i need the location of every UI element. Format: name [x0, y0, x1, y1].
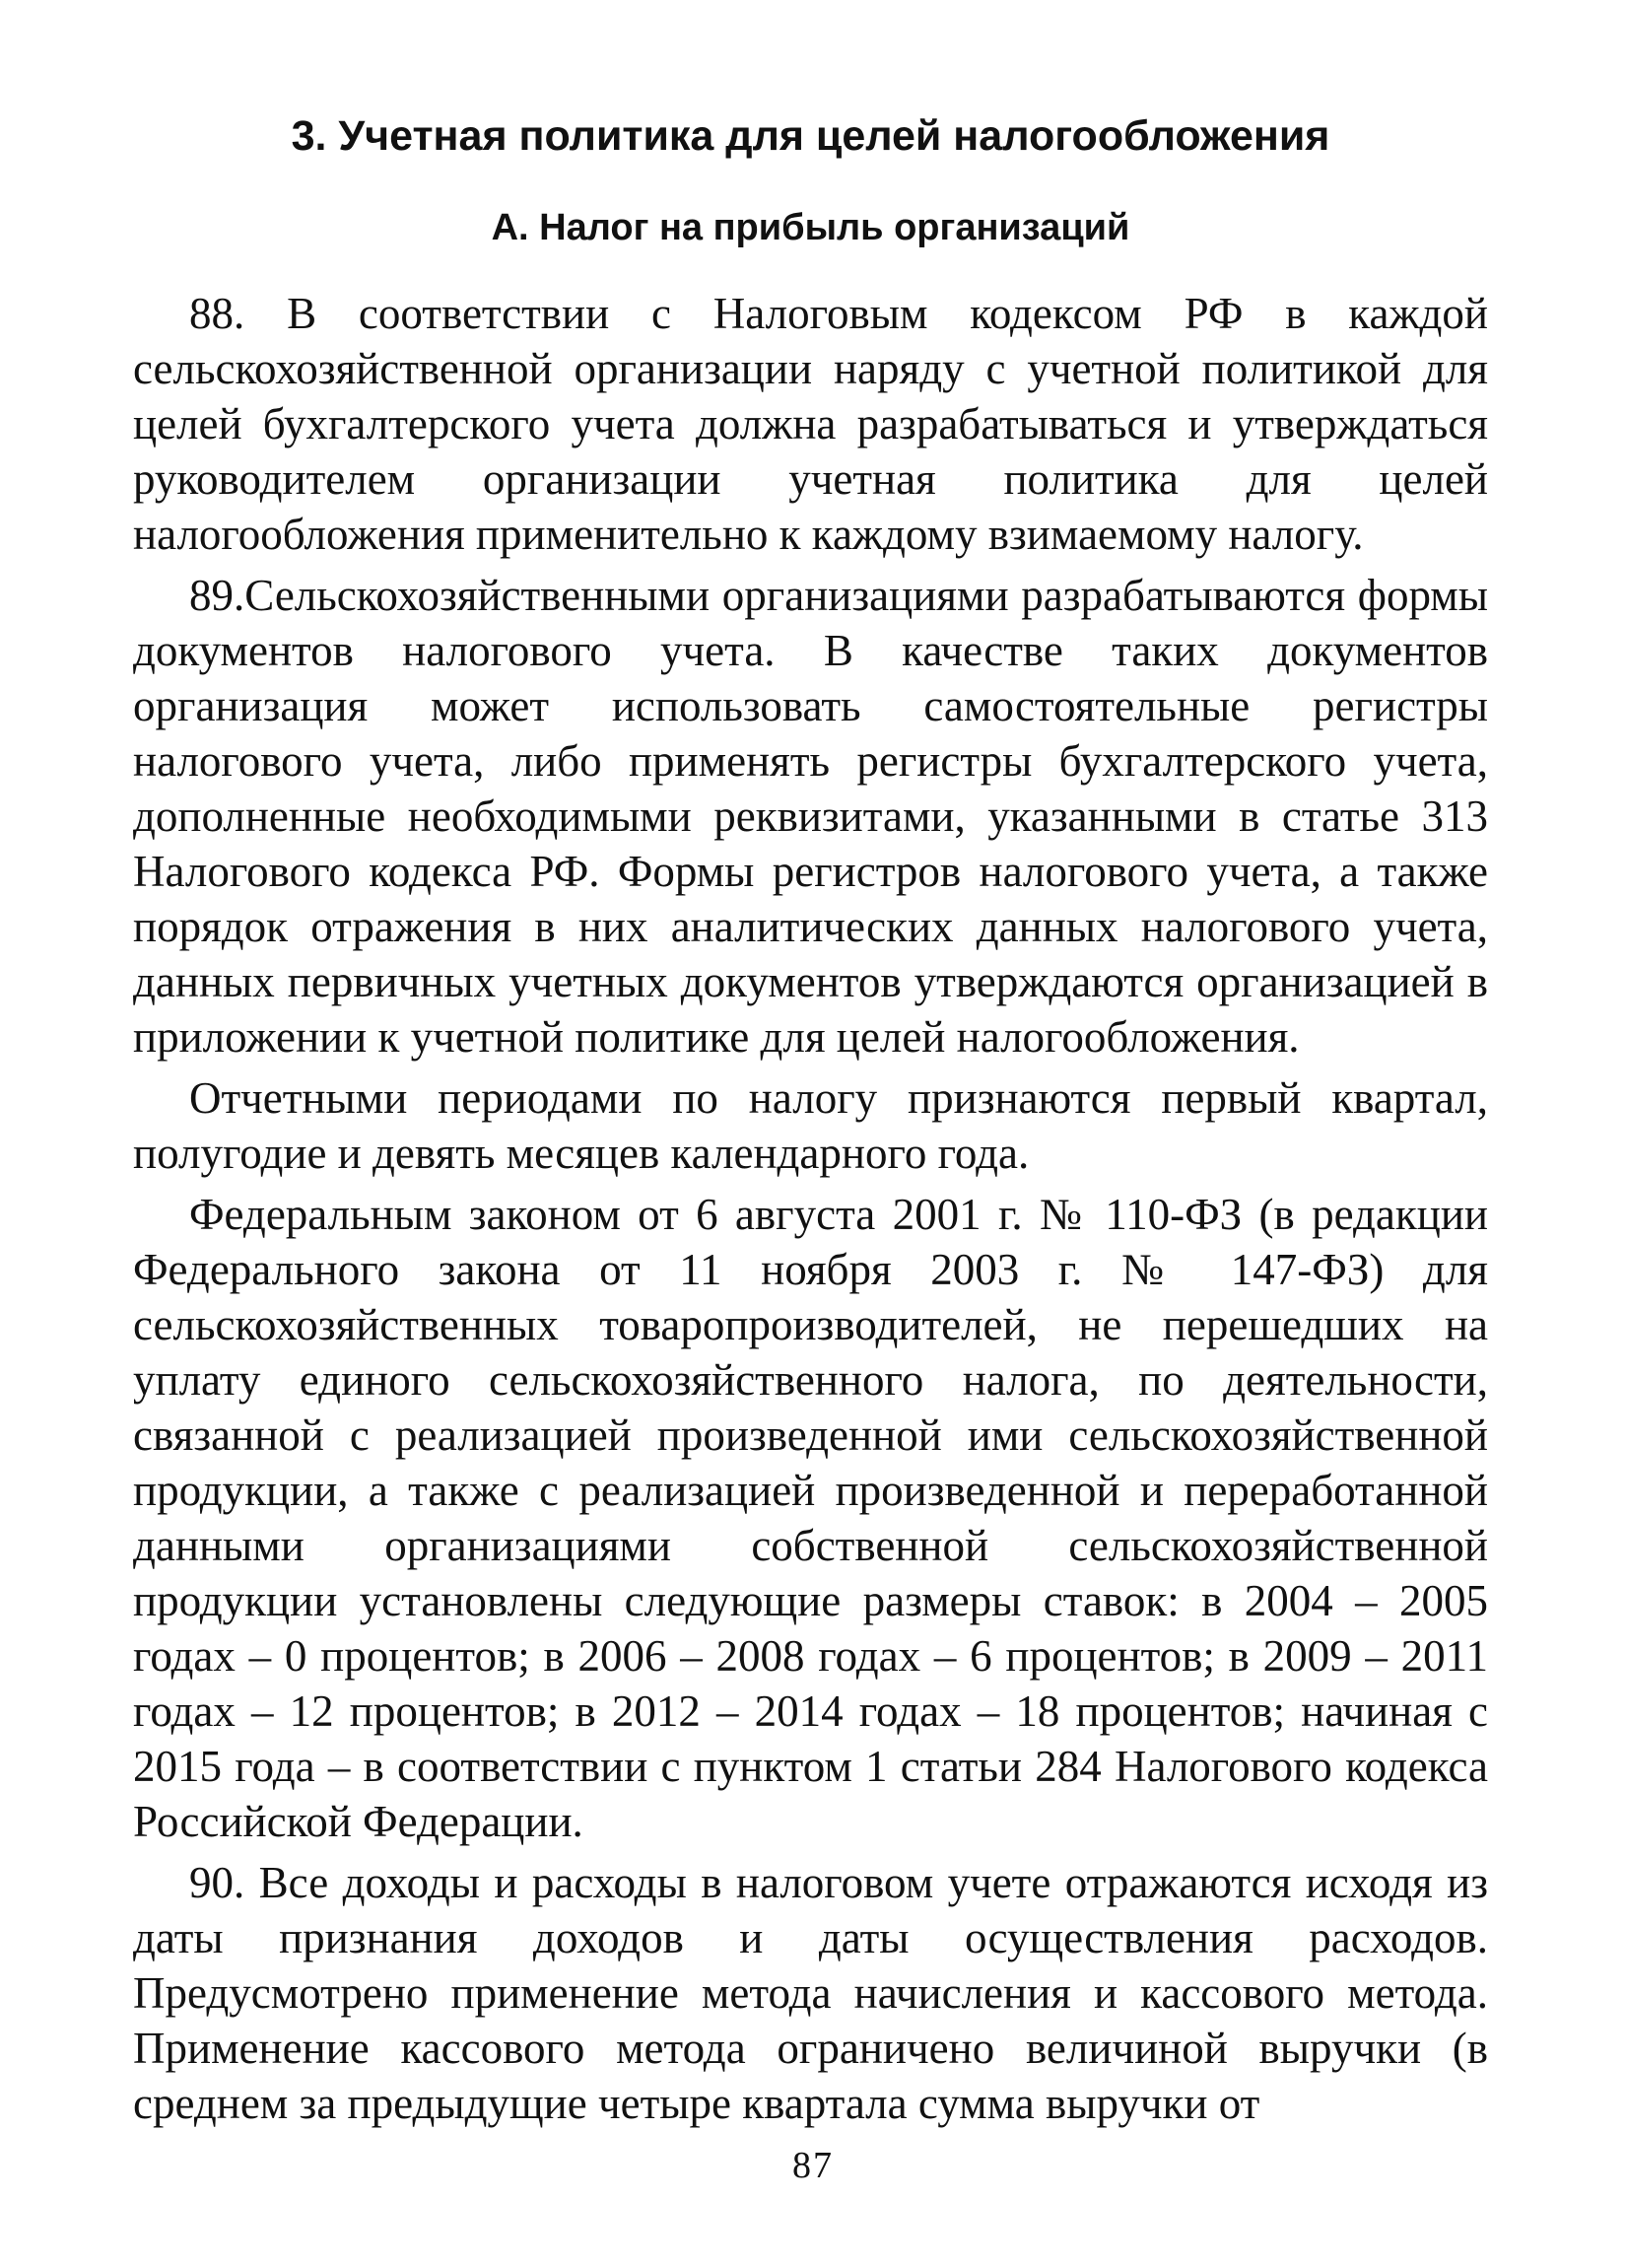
paragraph-90: 90. Все доходы и расходы в налоговом учете отражаются исходя из даты признания доходов и даты осуществления расходов. Предусмотрено применение метода начисления и кассового метода. Применение кассового метода ограничено величиной выручки (в среднем за предыдущие четыре квартала сумма выручки от	[133, 1858, 1488, 2128]
paragraph-88: 88. В соответствии с Налоговым кодексом РФ в каждой сельскохозяйственной организации наряду с учетной политикой для целей бухгалтерского учета должна разрабатываться и утверждаться руководителем организации учетная политика для целей налогообложения применительно к каждому взимаемому налогу.	[133, 289, 1488, 559]
paragraph-89: 89.Сельскохозяйственными организациями разрабатываются формы документов налогового учета. В качестве таких документов организация может использовать самостоятельные регистры налогового учета, либо применять регистры бухгалтерского учета, дополненные необходимыми реквизитами, указанными в статье 313 Налогового кодекса РФ. Формы регистров налогового учета, а также порядок отражения в них аналитических данных налогового учета, данных первичных учетных документов утверждаются организацией в приложении к учетной политике для целей налогообложения.	[133, 571, 1488, 1062]
section-title: 3. Учетная политика для целей налогообложения	[291, 112, 1330, 160]
document-page	[133, 108, 1488, 2137]
paragraph-federal-law-rates: Федеральным законом от 6 августа 2001 г. № 110-ФЗ (в редакции Федерального закона от 11 ноября 2003 г. № 147-ФЗ) для сельскохозяйственных товаропроизводителей, не перешедших на уплату единого сельскохозяйственного налога, по деятельности, связанной с реализацией произведенной ими сельскохозяйственной продукции, а также с реализацией произведенной и переработанной данными организациями собственной сельскохозяйственной продукции установлены следующие размеры ставок: в 2004 – 2005 годах – 0 процентов; в 2006 – 2008 годах – 6 процентов; в 2009 – 2011 годах – 12 процентов; в 2012 – 2014 годах – 18 процентов; начиная с 2015 года – в соответствии с пунктом 1 статьи 284 Налогового кодекса Российской Федерации.	[133, 1190, 1488, 1846]
subsection-title: А. Налог на прибыль организаций	[491, 207, 1130, 248]
paragraph-reporting-periods: Отчетными периодами по налогу признаются первый квартал, полугодие и девять месяцев календарного года.	[133, 1073, 1488, 1178]
page-number: 87	[792, 2145, 834, 2186]
